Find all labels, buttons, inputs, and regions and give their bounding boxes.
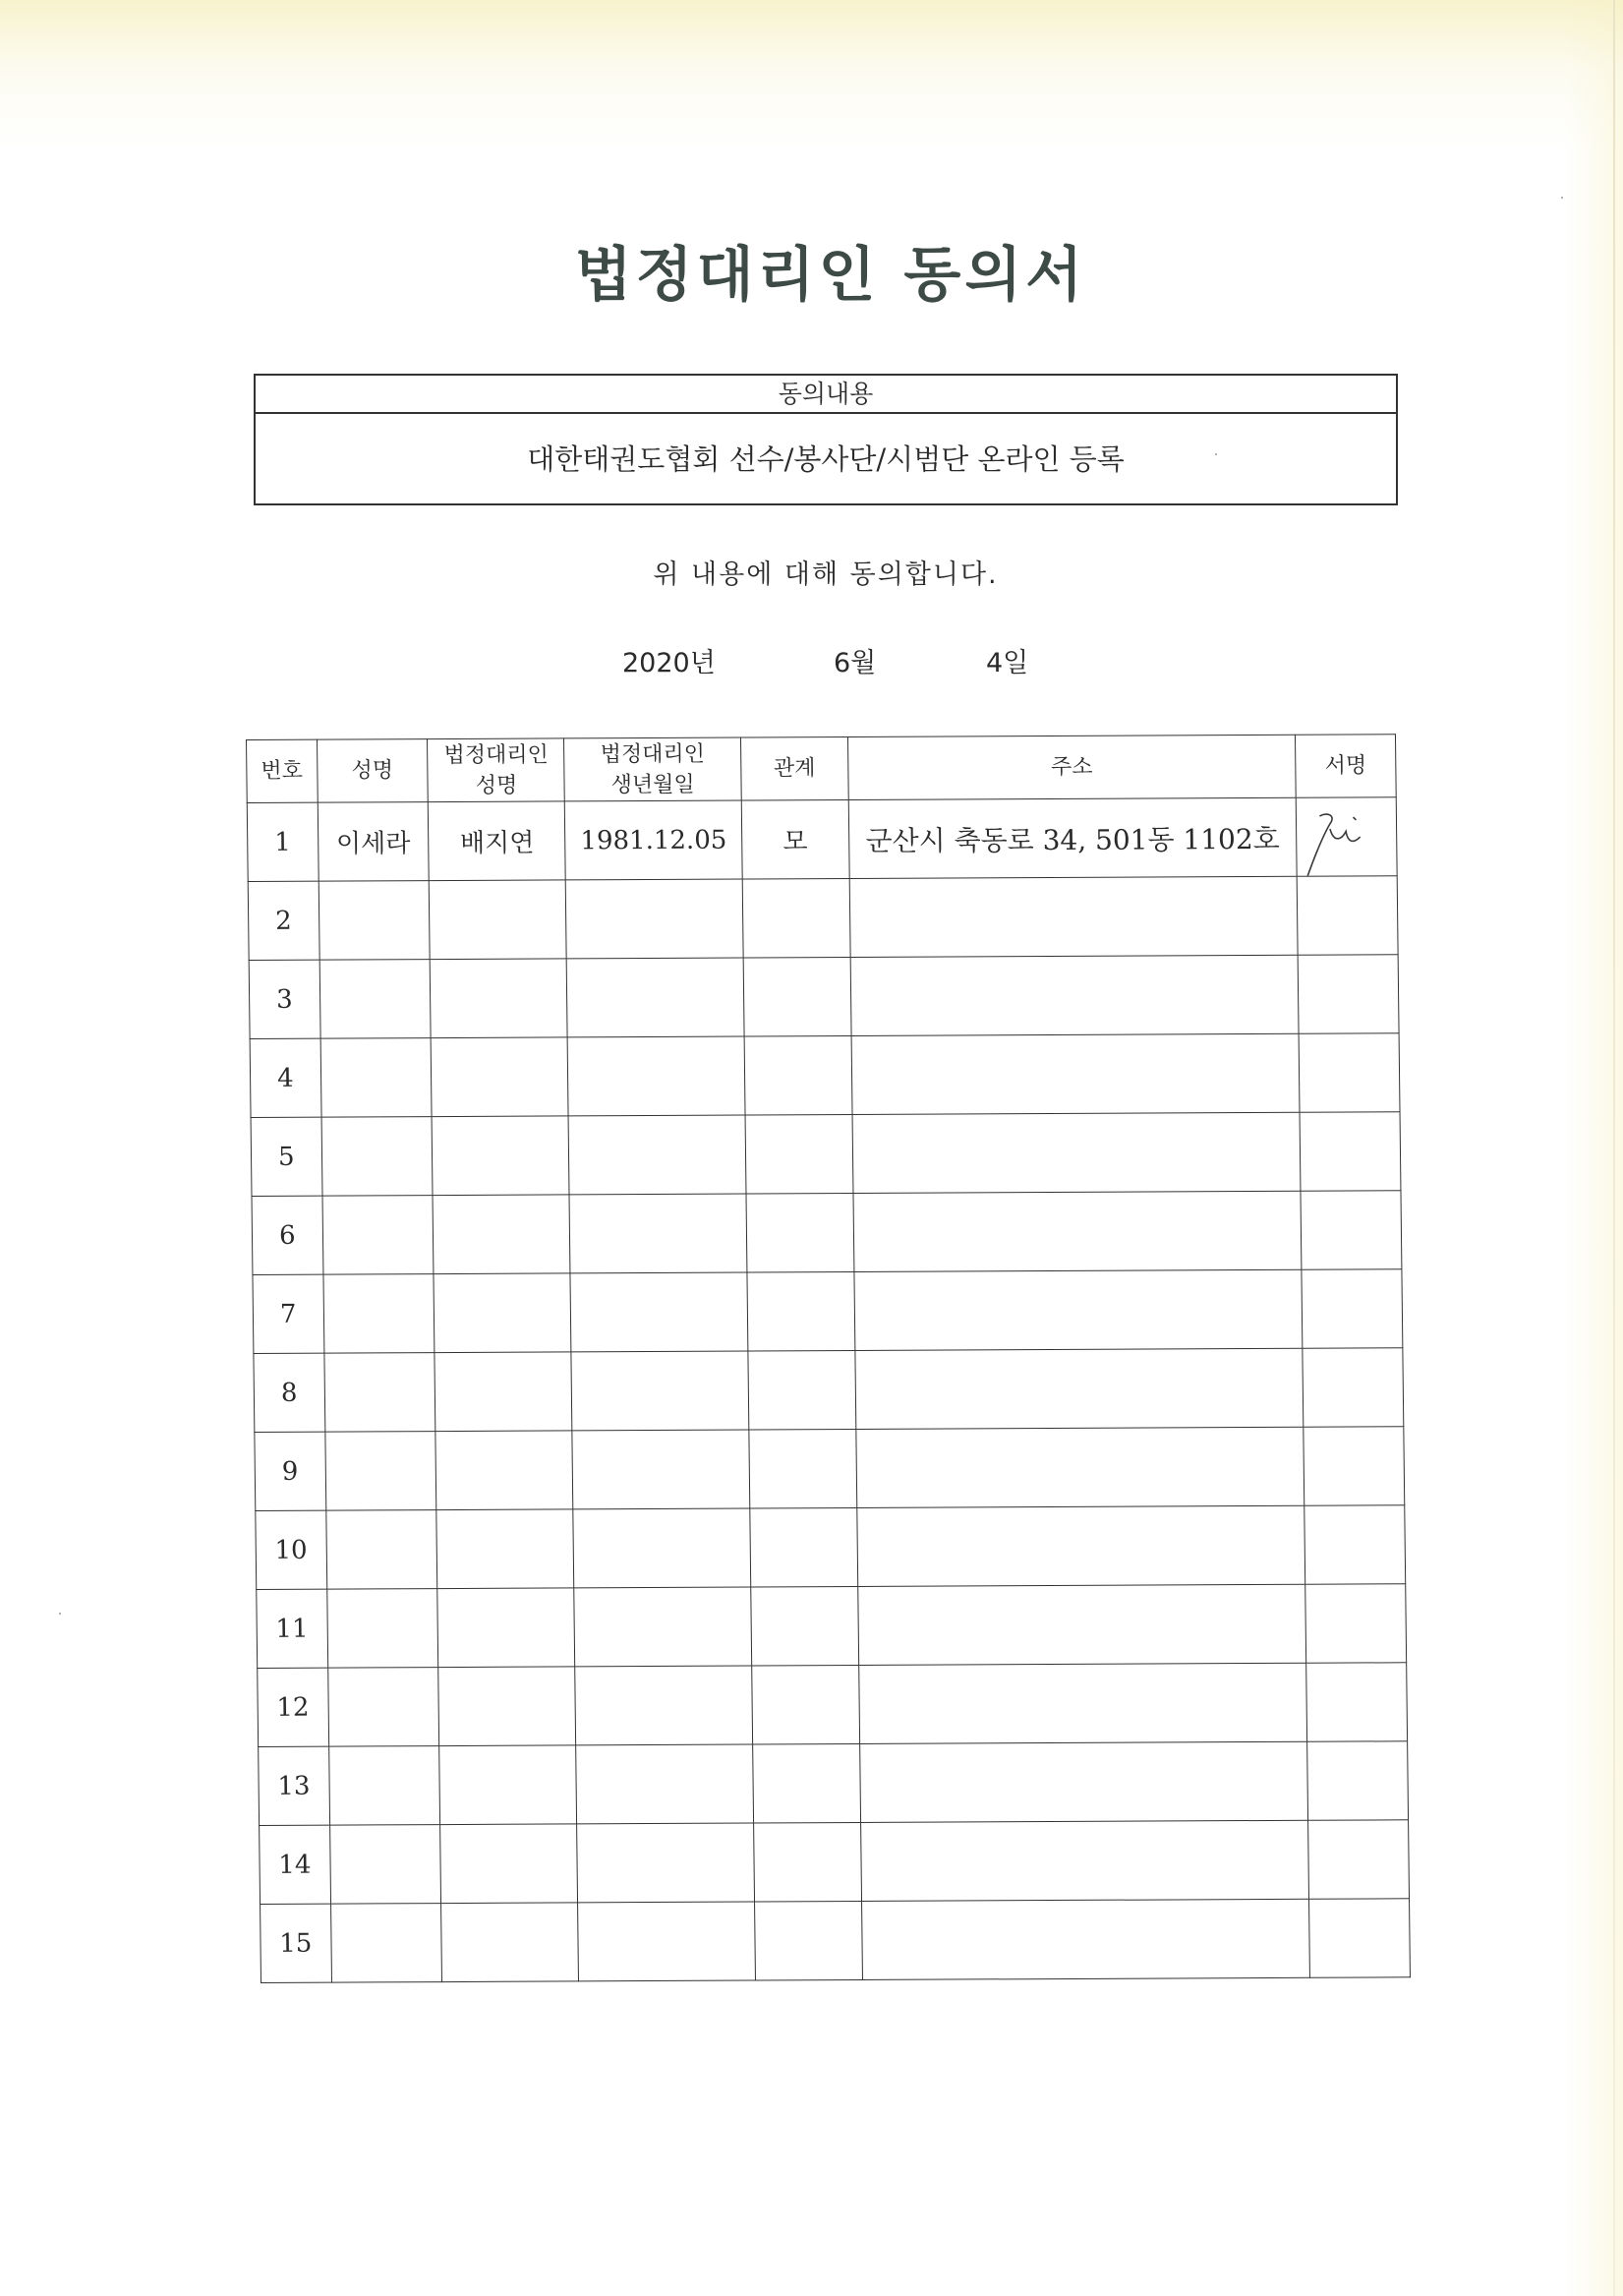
cell-address: 군산시 축동로 34, 501동 1102호 <box>848 797 1297 878</box>
cell-name <box>325 1510 437 1590</box>
document-title: 법정대리인 동의서 <box>574 241 1087 310</box>
scan-speck <box>59 1613 61 1615</box>
cell-signature <box>1306 1663 1408 1741</box>
table-row <box>261 1899 1411 1983</box>
table-row <box>251 1112 1401 1197</box>
header-guardian-name-line2: 성명 <box>475 773 518 798</box>
cell-relation <box>752 1743 860 1823</box>
cell-birth <box>576 1744 753 1824</box>
cell-relation <box>748 1351 856 1431</box>
cell-guardian <box>432 1116 569 1196</box>
cell-birth <box>570 1272 747 1352</box>
header-number: 번호 <box>247 739 318 802</box>
header-signature: 서명 <box>1296 735 1397 797</box>
header-guardian-name <box>428 738 565 802</box>
table-header-row <box>247 735 1397 803</box>
cell-relation <box>742 879 850 959</box>
table-row <box>254 1348 1404 1433</box>
cell-guardian <box>441 1903 579 1982</box>
cell-guardian <box>439 1745 577 1825</box>
cell-birth <box>578 1902 755 1981</box>
cell-address <box>859 1741 1307 1822</box>
cell-birth <box>572 1430 749 1509</box>
cell-signature <box>1296 797 1397 876</box>
cell-birth <box>569 1115 746 1195</box>
cell-name <box>323 1274 435 1354</box>
cell-name: 이세라 <box>318 802 430 882</box>
table-row <box>248 876 1398 961</box>
cell-guardian <box>437 1588 575 1668</box>
cell-guardian <box>433 1195 570 1274</box>
header-relation: 관계 <box>740 737 848 801</box>
cell-number: 10 <box>256 1510 326 1589</box>
table-row <box>253 1269 1403 1354</box>
cell-address <box>856 1505 1304 1586</box>
cell-name <box>327 1668 439 1747</box>
cell-number: 8 <box>254 1353 324 1432</box>
header-guardian-birth-line1: 법정대리인 <box>600 741 706 767</box>
agreement-text: 위 내용에 대해 동의합니다. <box>653 559 999 590</box>
cell-signature <box>1308 1820 1410 1899</box>
cell-signature <box>1302 1269 1403 1348</box>
cell-relation <box>754 1901 862 1980</box>
cell-address <box>852 1112 1301 1193</box>
cell-address <box>853 1191 1302 1271</box>
cell-birth <box>567 958 744 1037</box>
cell-name <box>326 1589 438 1669</box>
cell-birth <box>568 1036 745 1116</box>
cell-number: 12 <box>258 1668 328 1746</box>
cell-signature <box>1299 1033 1400 1112</box>
table-row <box>249 955 1399 1039</box>
cell-relation <box>743 958 851 1037</box>
cell-address <box>858 1663 1306 1743</box>
cell-name <box>319 881 431 961</box>
cell-birth: 1981.12.05 <box>565 800 742 880</box>
cell-name <box>324 1432 436 1511</box>
cell-relation <box>749 1430 857 1509</box>
table-row <box>255 1427 1405 1511</box>
cell-number: 4 <box>250 1038 320 1117</box>
cell-relation <box>752 1665 860 1744</box>
cell-name <box>320 1038 433 1118</box>
date-year: 2020년 <box>622 648 716 678</box>
consent-body: 대한태권도협회 선수/봉사단/시범단 온라인 등록 <box>527 442 1125 476</box>
cell-name <box>319 960 432 1039</box>
table-row <box>260 1820 1410 1905</box>
cell-guardian <box>435 1352 572 1432</box>
cell-address <box>849 876 1298 957</box>
cell-birth <box>574 1587 751 1667</box>
scan-speck <box>1215 453 1217 455</box>
cell-name <box>323 1353 435 1433</box>
cell-signature <box>1307 1741 1409 1820</box>
cell-signature <box>1303 1348 1404 1427</box>
cell-relation <box>753 1822 861 1902</box>
cell-number: 2 <box>248 881 319 960</box>
cell-signature <box>1304 1505 1406 1584</box>
cell-name <box>330 1904 442 1983</box>
cell-guardian <box>440 1824 578 1904</box>
cell-guardian <box>430 880 567 960</box>
cell-birth <box>571 1351 748 1431</box>
cell-signature <box>1304 1427 1405 1505</box>
header-guardian-birth <box>564 737 741 801</box>
cell-number: 11 <box>257 1589 327 1668</box>
cell-name <box>321 1117 434 1197</box>
cell-address <box>850 955 1299 1035</box>
cell-relation <box>745 1115 853 1195</box>
table-row <box>257 1584 1407 1669</box>
cell-guardian: 배지연 <box>429 801 566 881</box>
cell-signature <box>1301 1191 1402 1269</box>
guardian-table <box>246 734 1411 1983</box>
date-month: 6월 <box>834 648 877 678</box>
consent-box <box>254 374 1398 505</box>
cell-relation <box>746 1194 854 1273</box>
cell-guardian <box>438 1667 576 1746</box>
table-row <box>259 1741 1409 1826</box>
cell-relation <box>744 1036 852 1116</box>
cell-number: 15 <box>261 1904 331 1982</box>
cell-address <box>861 1899 1309 1979</box>
cell-guardian <box>435 1431 573 1510</box>
table-row <box>258 1663 1408 1747</box>
cell-number: 7 <box>253 1274 323 1353</box>
cell-birth <box>569 1194 746 1273</box>
cell-signature <box>1305 1584 1407 1663</box>
cell-number: 6 <box>252 1196 322 1274</box>
scan-edge <box>1613 0 1615 2296</box>
cell-name <box>328 1746 440 1826</box>
cell-relation <box>747 1272 855 1352</box>
header-guardian-birth-line2: 생년월일 <box>610 772 695 797</box>
cell-number: 5 <box>251 1117 321 1196</box>
cell-birth <box>573 1508 750 1588</box>
cell-address <box>854 1269 1303 1350</box>
consent-header: 동의내용 <box>256 376 1396 414</box>
table-row <box>252 1191 1402 1275</box>
cell-guardian <box>431 959 568 1038</box>
cell-relation <box>751 1586 859 1666</box>
scan-speck <box>1561 197 1563 199</box>
cell-guardian <box>434 1273 571 1353</box>
header-guardian-name-line1: 법정대리인 <box>443 741 549 768</box>
cell-signature <box>1297 876 1398 955</box>
cell-guardian <box>436 1509 574 1589</box>
cell-name <box>329 1825 441 1905</box>
cell-signature <box>1309 1899 1411 1977</box>
cell-number: 14 <box>260 1825 330 1904</box>
cell-birth <box>575 1666 752 1745</box>
cell-birth <box>566 879 743 959</box>
table-row <box>247 797 1397 882</box>
cell-address <box>857 1584 1305 1665</box>
table-row <box>256 1505 1406 1590</box>
cell-guardian <box>432 1037 569 1117</box>
cell-address <box>855 1348 1304 1429</box>
handwritten-signature-icon <box>1296 803 1397 876</box>
header-name: 성명 <box>317 739 429 803</box>
cell-address <box>851 1033 1300 1114</box>
cell-address <box>856 1427 1304 1507</box>
cell-number: 1 <box>247 802 318 881</box>
cell-number: 13 <box>259 1746 329 1825</box>
header-address: 주소 <box>847 735 1296 799</box>
table-row <box>250 1033 1400 1118</box>
cell-birth <box>577 1823 754 1903</box>
cell-address <box>860 1820 1308 1901</box>
cell-relation <box>750 1507 858 1587</box>
cell-name <box>322 1196 435 1275</box>
cell-relation: 모 <box>741 800 849 880</box>
cell-number: 9 <box>255 1432 325 1510</box>
date-day: 4일 <box>986 648 1029 678</box>
cell-signature <box>1300 1112 1401 1191</box>
cell-signature <box>1298 955 1399 1033</box>
cell-number: 3 <box>249 960 319 1038</box>
